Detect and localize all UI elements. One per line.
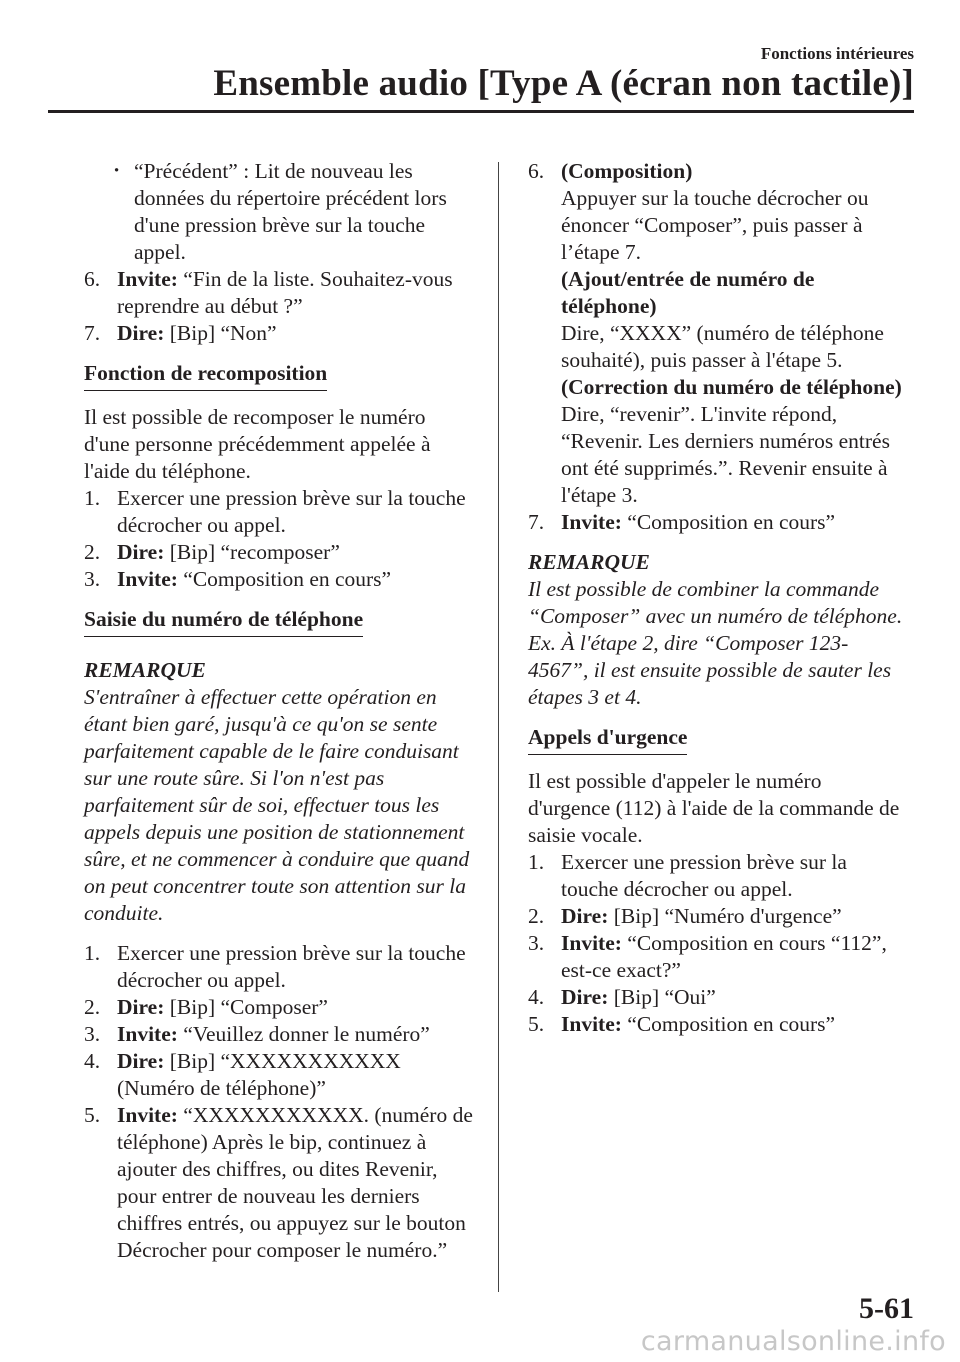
note-label: REMARQUE bbox=[84, 658, 206, 682]
step-number: 4. bbox=[528, 985, 545, 1009]
step-number: 3. bbox=[528, 931, 545, 955]
list-item bbox=[84, 1048, 474, 1102]
right-column bbox=[528, 158, 908, 1038]
column-divider bbox=[498, 162, 499, 1292]
step-number: 5. bbox=[528, 1012, 545, 1036]
page-number: 5-61 bbox=[859, 1292, 914, 1325]
redial-heading: Fonction de recomposition bbox=[84, 360, 327, 391]
step-head: Dire: bbox=[117, 995, 165, 1019]
list-item bbox=[84, 994, 474, 1021]
step-6-options bbox=[528, 158, 908, 509]
step-text: Exercer une pression brève sur la touche décrocher ou appel. bbox=[117, 941, 466, 992]
add-number-head: (Ajout/entrée de numéro de téléphone) bbox=[561, 267, 815, 318]
step-text: “Composition en cours” bbox=[627, 510, 836, 534]
compose-text: Appuyer sur la touche décrocher ou énoncer “Composer”, puis passer à l’étape 7. bbox=[561, 186, 869, 264]
step-number: 2. bbox=[84, 540, 101, 564]
step-text: “Fin de la liste. Souhaitez-vous reprendre au début ?” bbox=[117, 267, 453, 318]
step-head: Dire: bbox=[117, 321, 165, 345]
list-item bbox=[528, 903, 908, 930]
step-text: [Bip] “Non” bbox=[169, 321, 277, 345]
step-text: “XXXXXXXXXXX. (numéro de téléphone) Après le bip, continuez à ajouter des chiffres, ou dites Revenir, pour entrer de nouveau les derniers chiffres entrés, ou appuyez sur le bouton Décrocher pour composer le numéro.” bbox=[117, 1103, 473, 1262]
step-number: 4. bbox=[84, 1049, 101, 1073]
step-text: [Bip] “Numéro d'urgence” bbox=[613, 904, 842, 928]
list-item bbox=[528, 930, 908, 984]
redial-steps bbox=[84, 485, 474, 593]
correct-number-text: Dire, “revenir”. L'invite répond, “Revenir. Les derniers numéros entrés ont été supprimés.”. Revenir ensuite à l'étape 3. bbox=[561, 402, 890, 507]
step-number: 7. bbox=[84, 321, 101, 345]
note-text: S'entraîner à effectuer cette opération en étant bien garé, jusqu'à ce qu'on se sente parfaitement capable de le faire conduisant sur une route sûre. Si l'on n'est pas parfaitement sûr de soi, effectuer tous les appels depuis une position de stationnement sûre, et ne commencer à conduire que quand on peut concentrer toute son attention sur la conduite. bbox=[84, 685, 470, 925]
step-head: Invite: bbox=[117, 1022, 178, 1046]
step-head: Invite: bbox=[561, 931, 622, 955]
step-text: [Bip] “Composer” bbox=[169, 995, 328, 1019]
step-7 bbox=[84, 320, 474, 347]
step-6 bbox=[84, 266, 474, 320]
bullet-item-previous bbox=[84, 158, 474, 266]
step-text: [Bip] “Oui” bbox=[613, 985, 716, 1009]
list-item bbox=[84, 539, 474, 566]
step-number: 2. bbox=[84, 995, 101, 1019]
left-column bbox=[84, 158, 474, 1264]
emergency-steps bbox=[528, 849, 908, 1038]
step-head: Dire: bbox=[561, 904, 609, 928]
note-text: Il est possible de combiner la commande “Composer” avec un numéro de téléphone. Ex. À l'étape 2, dire “Composer 123-4567”, il est ensuite possible de sauter les étapes 3 et 4. bbox=[528, 577, 903, 709]
step-head: Dire: bbox=[117, 540, 165, 564]
step-7 bbox=[528, 509, 908, 536]
step-text: [Bip] “recomposer” bbox=[169, 540, 340, 564]
step-number: 5. bbox=[84, 1103, 101, 1127]
compose-head: (Composition) bbox=[561, 159, 693, 183]
page-title: Ensemble audio [Type A (écran non tactile)] bbox=[213, 63, 914, 104]
list-item bbox=[528, 984, 908, 1011]
entry-heading: Saisie du numéro de téléphone bbox=[84, 606, 363, 637]
list-item bbox=[84, 1021, 474, 1048]
bullet-dot-icon: · bbox=[113, 158, 121, 182]
bullet-text: “Précédent” : Lit de nouveau les données du répertoire précédent lors d'une pression brève sur la touche appel. bbox=[134, 159, 447, 264]
note-label: REMARQUE bbox=[528, 550, 650, 574]
step-text: “Composition en cours “112”, est-ce exact?” bbox=[561, 931, 887, 982]
step-number: 3. bbox=[84, 567, 101, 591]
redial-intro: Il est possible de recomposer le numéro d'une personne précédemment appelée à l'aide du téléphone. bbox=[84, 405, 431, 483]
step-text: “Veuillez donner le numéro” bbox=[183, 1022, 430, 1046]
step-head: Invite: bbox=[561, 510, 622, 534]
entry-steps bbox=[84, 940, 474, 1264]
step-text: Exercer une pression brève sur la touche décrocher ou appel. bbox=[117, 486, 466, 537]
step-number: 1. bbox=[84, 941, 101, 965]
step-head: Invite: bbox=[117, 567, 178, 591]
step-text: [Bip] “XXXXXXXXXXX (Numéro de téléphone)” bbox=[117, 1049, 401, 1100]
step-number: 1. bbox=[84, 486, 101, 510]
step-number: 6. bbox=[528, 159, 545, 183]
correct-number-head: (Correction du numéro de téléphone) bbox=[561, 375, 902, 399]
step-number: 7. bbox=[528, 510, 545, 534]
step-text: “Composition en cours” bbox=[183, 567, 392, 591]
step-text: “Composition en cours” bbox=[627, 1012, 836, 1036]
emergency-heading: Appels d'urgence bbox=[528, 724, 687, 755]
step-head: Invite: bbox=[117, 267, 178, 291]
list-item bbox=[84, 1102, 474, 1264]
list-item bbox=[528, 849, 908, 903]
step-text: Exercer une pression brève sur la touche décrocher ou appel. bbox=[561, 850, 847, 901]
step-head: Dire: bbox=[117, 1049, 165, 1073]
step-number: 6. bbox=[84, 267, 101, 291]
list-item bbox=[84, 940, 474, 994]
step-number: 2. bbox=[528, 904, 545, 928]
list-item bbox=[528, 1011, 908, 1038]
step-head: Dire: bbox=[561, 985, 609, 1009]
section-label: Fonctions intérieures bbox=[760, 44, 914, 63]
step-number: 1. bbox=[528, 850, 545, 874]
watermark-logo: carmanualsonline.info bbox=[640, 1326, 946, 1357]
step-number: 3. bbox=[84, 1022, 101, 1046]
add-number-text: Dire, “XXXX” (numéro de téléphone souhaité), puis passer à l'étape 5. bbox=[561, 321, 884, 372]
list-item bbox=[84, 485, 474, 539]
step-head: Invite: bbox=[561, 1012, 622, 1036]
list-item bbox=[84, 566, 474, 593]
header-rule bbox=[48, 110, 914, 113]
emergency-intro: Il est possible d'appeler le numéro d'urgence (112) à l'aide de la commande de saisie vocale. bbox=[528, 769, 900, 847]
step-head: Invite: bbox=[117, 1103, 178, 1127]
